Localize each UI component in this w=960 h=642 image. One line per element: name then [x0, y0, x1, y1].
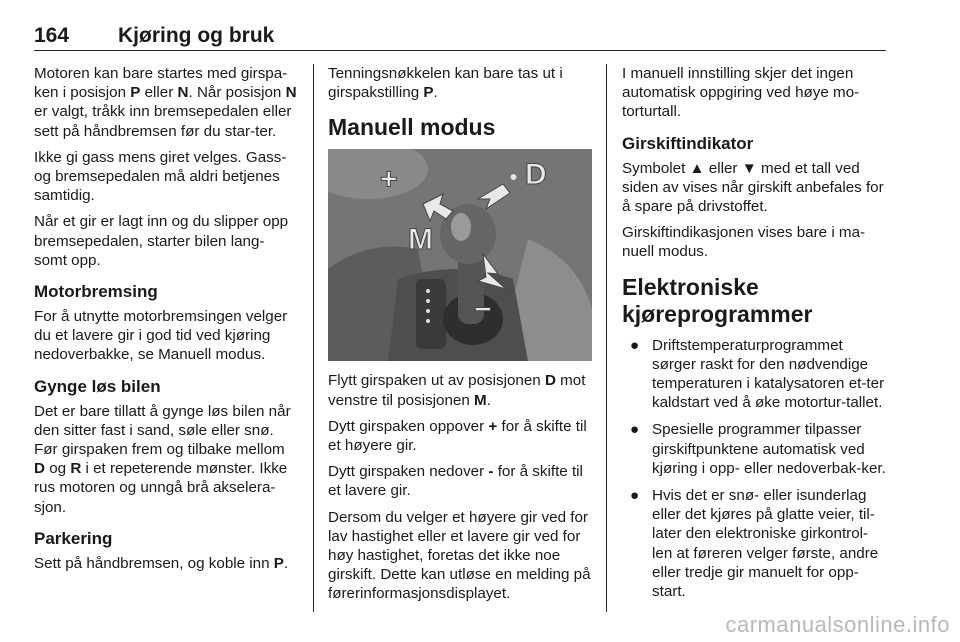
column-divider [313, 64, 314, 612]
column-3 [622, 64, 888, 609]
section-heading: Manuell modus [328, 114, 496, 141]
bullet-list [622, 336, 888, 602]
paragraph: Det er bare tillatt å gynge løs bilen når den sitter fast i sand, søle eller snø. Før girspaken frem og tilbake mellom D og R i et repeterende mønster. Ikke rus motoren og unngå brå akselera-sjon. [34, 402, 291, 516]
paragraph: Dytt girspaken nedover - for å skifte til et lavere gir. [328, 463, 583, 500]
page-header [34, 24, 886, 51]
list-item: ● Spesielle programmer tilpasser girskiftpunktene automatisk ved kjøring i opp- eller nedoverbak-ker. [630, 421, 886, 477]
gear-lever-drawing [328, 149, 592, 361]
plus-label: + [380, 163, 398, 197]
paragraph: For å utnytte motorbremsingen velger du et lavere gir i god tid ved kjøring nedoverbakke, se Manuell modus. [34, 308, 288, 364]
section-heading: Motorbremsing [34, 282, 158, 302]
paragraph: Når et gir er lagt inn og du slipper opp bremsepedalen, starter bilen lang-somt opp. [34, 213, 289, 269]
paragraph: Tenningsnøkkelen kan bare tas ut i girspakstilling P. [328, 65, 563, 102]
paragraph: Flytt girspaken ut av posisjonen D mot venstre til posisjonen M. [328, 372, 586, 409]
paragraph: Dersom du velger et høyere gir ved for lav hastighet eller et lavere gir ved for høy hastighet, foretas det ikke noe girskift. Dette kan utløse en melding på førerinformasjonsdisplayet. [328, 508, 591, 603]
paragraph: Girskiftindikasjonen vises bare i ma-nuell modus. [622, 224, 866, 261]
page-number: 164 [34, 24, 70, 47]
column-2 [328, 64, 592, 611]
minus-label: − [474, 293, 492, 327]
gear-lever-illustration [328, 149, 592, 361]
d-label: D [525, 158, 547, 192]
paragraph: Sett på håndbremsen, og koble inn P. [34, 554, 289, 572]
paragraph: Dytt girspaken oppover + for å skifte til et høyere gir. [328, 417, 587, 455]
section-heading: Elektroniske kjøreprogrammer [622, 273, 813, 327]
dot-label: • [510, 167, 518, 190]
page-title: Kjøring og bruk [118, 24, 275, 47]
list-item: ● Driftstemperaturprogrammet sørger raskt for den nødvendige temperaturen i katalysatoren et-ter kaldstart ved å øke motortur-tallet. [630, 336, 885, 412]
list-item: ● Hvis det er snø- eller isunderlag eller det kjøres på glatte veier, til-later den elektroniske girkontrol-len at føreren velger første, andre eller tredje gir manuelt for opp-start. [630, 487, 879, 601]
paragraph: Motoren kan bare startes med girspa-ken i posisjon P eller N. Når posisjon N er valgt, tråkk inn bremsepedalen eller sett på håndbremsen før du star-ter. [34, 65, 297, 140]
paragraph: Ikke gi gass mens giret velges. Gass- og bremsepedalen må aldri betjenes samtidig. [34, 148, 287, 205]
bullet-icon: ● [630, 487, 640, 505]
bullet-icon: ● [630, 336, 640, 354]
section-heading: Girskiftindikator [622, 133, 754, 153]
section-heading: Gynge løs bilen [34, 376, 161, 396]
paragraph: I manuell innstilling skjer det ingen automatisk oppgiring ved høye mo-torturtall. [622, 65, 860, 121]
column-divider [606, 64, 607, 612]
paragraph: Symbolet ▲ eller ▼ med et tall ved siden av vises når girskift anbefales for å spare på drivstoffet. [622, 159, 884, 216]
column-1 [34, 64, 297, 580]
section-heading: Parkering [34, 528, 113, 548]
watermark: carmanualsonline.info [725, 612, 950, 637]
m-label: M [408, 223, 433, 257]
bullet-icon: ● [630, 421, 640, 439]
